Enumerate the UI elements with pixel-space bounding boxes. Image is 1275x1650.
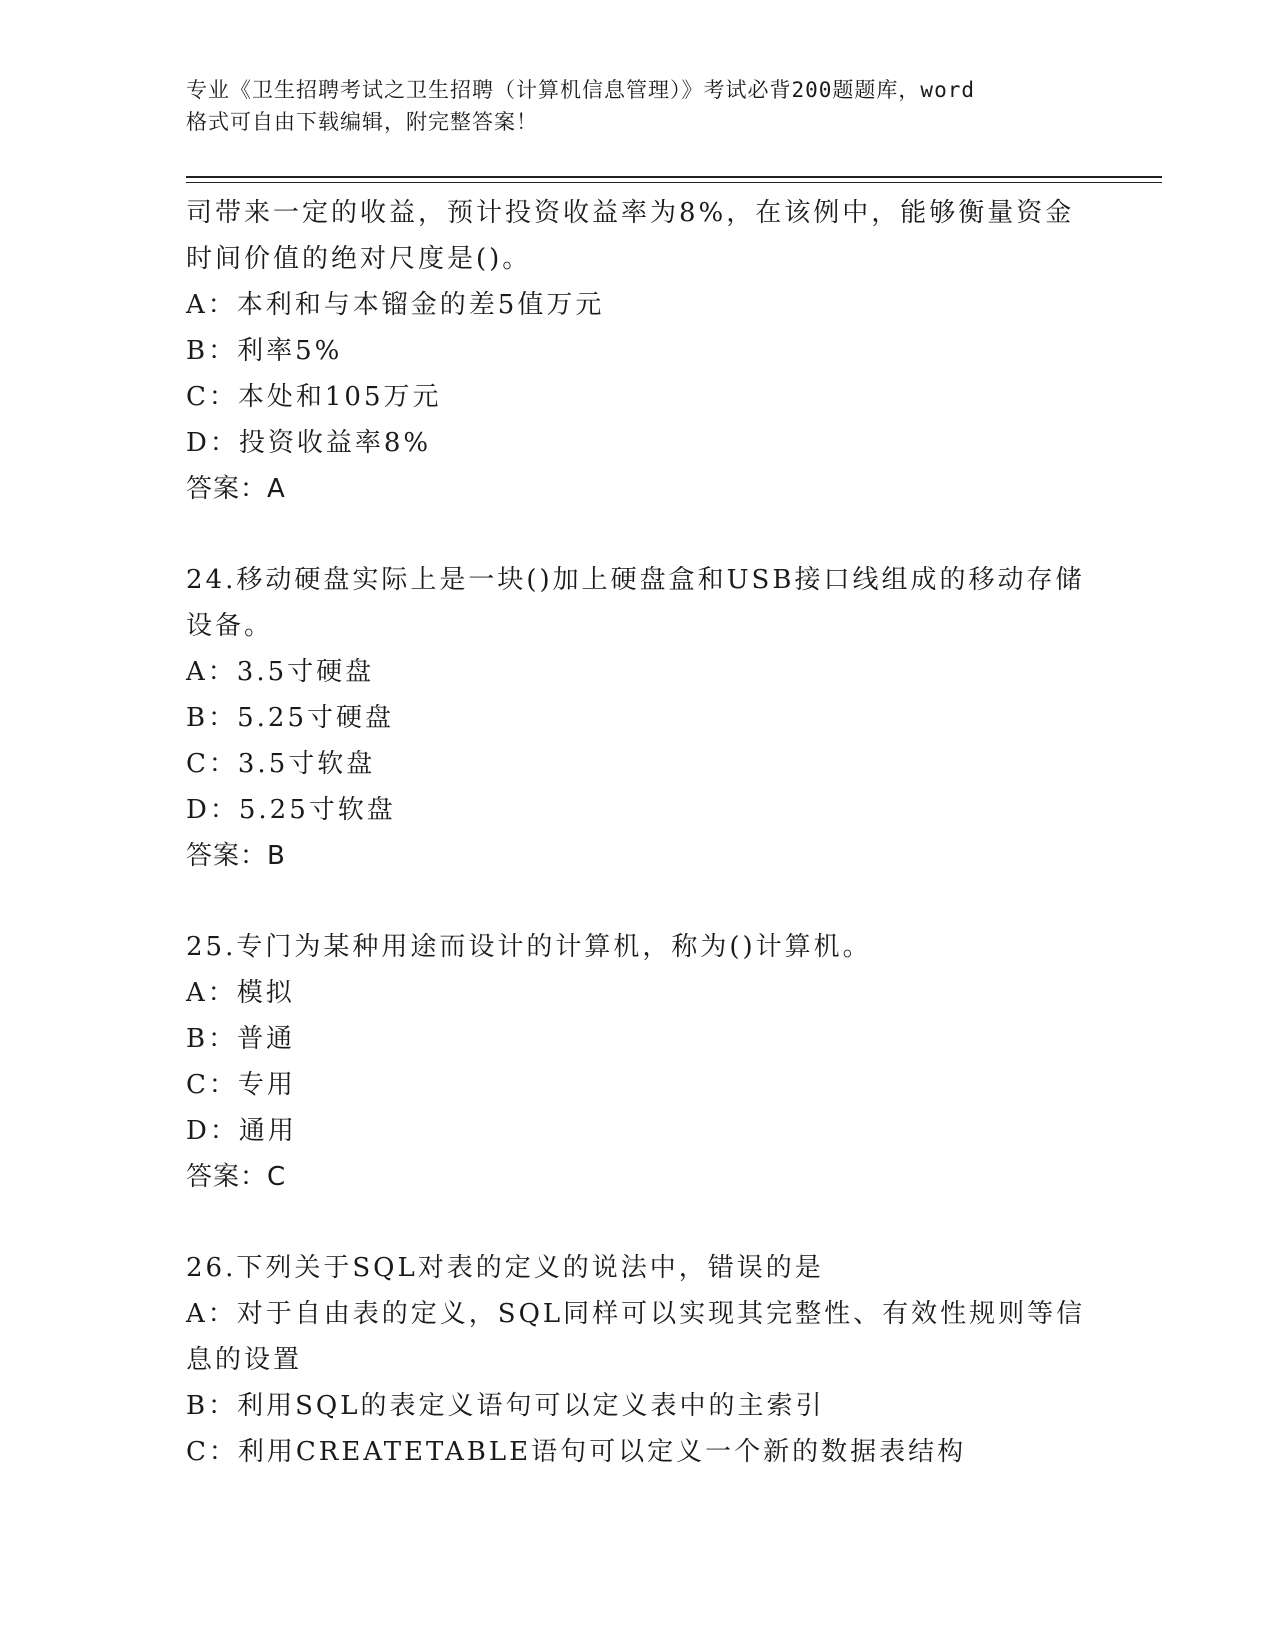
header-title-line-1: 专业《卫生招聘考试之卫生招聘（计算机信息管理）》考试必背200题题库，word [186, 78, 975, 102]
question-text: 25.专门为某种用途而设计的计算机，称为()计算机。 [186, 932, 872, 962]
option-c: C：利用CREATETABLE语句可以定义一个新的数据表结构 [186, 1437, 967, 1467]
question-24 [186, 557, 1086, 879]
option-b: B：5.25寸硬盘 [186, 703, 394, 733]
option-b: B：利率5% [186, 336, 343, 366]
question-23 [186, 190, 1086, 512]
option-c: C：本处和105万元 [186, 382, 442, 412]
option-c: C：3.5寸软盘 [186, 749, 376, 779]
option-d: D：5.25寸软盘 [186, 795, 396, 825]
option-a-continued: 息的设置 [186, 1345, 303, 1375]
question-25 [186, 924, 1086, 1200]
option-a: A：本利和与本镏金的差5值万元 [186, 290, 605, 320]
option-c: C：专用 [186, 1070, 296, 1100]
question-26 [186, 1245, 1086, 1475]
answer: 答案：B [186, 841, 286, 871]
option-d: D：投资收益率8% [186, 428, 432, 458]
question-list [186, 190, 1086, 1475]
header-title-line-2: 格式可自由下载编辑，附完整答案！ [186, 110, 538, 134]
option-d: D：通用 [186, 1116, 297, 1146]
option-a: A：模拟 [186, 978, 295, 1008]
option-b: B：利用SQL的表定义语句可以定义表中的主索引 [186, 1391, 825, 1421]
option-a: A：对于自由表的定义，SQL同样可以实现其完整性、有效性规则等信 [186, 1299, 1086, 1329]
header-divider-thick [186, 176, 1162, 178]
question-text: 24.移动硬盘实际上是一块()加上硬盘盒和USB接口线组成的移动存储 [186, 565, 1085, 595]
answer: 答案：A [186, 474, 286, 504]
question-text: 时间价值的绝对尺度是()。 [186, 244, 532, 274]
answer: 答案：C [186, 1162, 287, 1192]
question-text: 司带来一定的收益，预计投资收益率为8%，在该例中，能够衡量资金 [186, 198, 1075, 228]
document-header [186, 74, 1086, 138]
header-divider-thin [186, 182, 1162, 183]
question-text: 26.下列关于SQL对表的定义的说法中，错误的是 [186, 1253, 824, 1283]
option-a: A：3.5寸硬盘 [186, 657, 375, 687]
option-b: B：普通 [186, 1024, 296, 1054]
question-text: 设备。 [186, 611, 274, 641]
